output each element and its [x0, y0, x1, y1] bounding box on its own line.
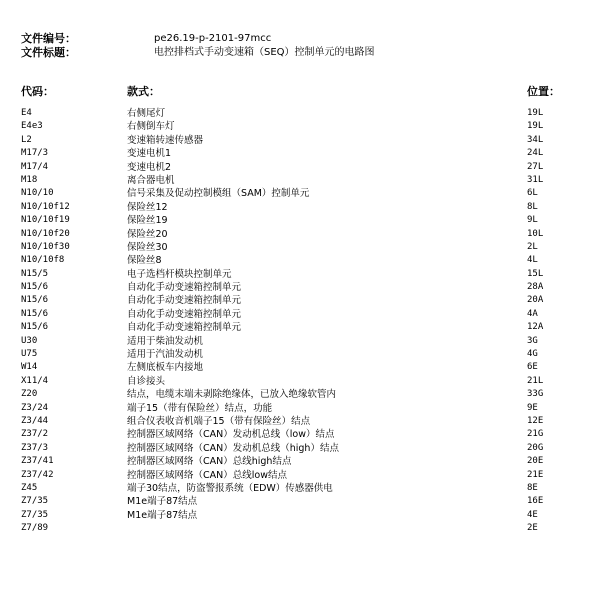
component-description: 保险丝8: [127, 255, 162, 267]
component-code: U75: [21, 349, 38, 360]
component-description: 端子15（带有保险丝）结点，功能: [127, 402, 273, 414]
table-row: [0, 254, 607, 267]
component-position: 16E: [527, 496, 544, 507]
component-description: 端子30结点，防盗警报系统（EDW）传感器供电: [127, 482, 333, 494]
component-code: N15/6: [21, 308, 49, 319]
table-row: [0, 134, 607, 147]
column-header-position: 位置：: [527, 85, 560, 98]
component-position: 15L: [527, 268, 544, 279]
component-position: 2E: [527, 523, 538, 534]
component-position: 4G: [527, 349, 538, 360]
component-description: 适用于汽油发动机: [127, 349, 204, 361]
component-description: 变速电机1: [127, 148, 172, 160]
component-position: 8E: [527, 482, 538, 493]
component-position: 3G: [527, 335, 538, 346]
component-code: N15/6: [21, 295, 49, 306]
component-code: Z3/44: [21, 415, 49, 426]
component-position: 24L: [527, 148, 544, 159]
component-description: 右侧尾灯: [127, 108, 166, 119]
component-description: M1e端子87结点: [127, 509, 198, 521]
table-row: [0, 375, 607, 388]
component-code: X11/4: [21, 375, 49, 386]
table-row: [0, 361, 607, 374]
table-row: [0, 187, 607, 200]
component-position: 28A: [527, 282, 544, 293]
component-code: M18: [21, 174, 38, 185]
component-position: 2L: [527, 241, 538, 252]
component-position: 34L: [527, 134, 544, 145]
table-row: [0, 428, 607, 441]
component-code: Z37/41: [21, 456, 54, 467]
component-code: Z3/24: [21, 402, 49, 413]
component-description: 电子选档杆模块控制单元: [127, 268, 232, 280]
table-row: [0, 402, 607, 415]
component-description: 结点，电缆末端未剥除绝缘体，已放入绝缘软管内: [127, 389, 337, 401]
table-row: [0, 107, 607, 120]
table-row: [0, 241, 607, 254]
doc-title-value: 电控排档式手动变速箱（SEQ）控制单元的电路图: [154, 47, 375, 58]
component-position: 4L: [527, 255, 538, 266]
component-position: 21L: [527, 375, 544, 386]
component-position: 9L: [527, 215, 538, 226]
component-code: Z7/89: [21, 523, 49, 534]
component-code: E4e3: [21, 121, 43, 132]
component-description: M1e端子87结点: [127, 496, 198, 508]
table-row: [0, 482, 607, 495]
table-row: [0, 174, 607, 187]
doc-number-value: pe26.19-p-2101-97mcc: [154, 33, 272, 44]
component-position: 19L: [527, 108, 544, 118]
component-description: 自动化手动变速箱控制单元: [127, 308, 242, 320]
component-description: 保险丝19: [127, 215, 168, 227]
component-description: 变速电机2: [127, 161, 172, 173]
component-code: N15/5: [21, 268, 49, 279]
table-row: [0, 214, 607, 227]
table-row: [0, 509, 607, 522]
component-code: N10/10f20: [21, 228, 70, 239]
table-row: [0, 495, 607, 508]
column-header-description: 款式：: [127, 85, 160, 98]
component-description: 自动化手动变速箱控制单元: [127, 282, 242, 294]
component-position: 20G: [527, 442, 544, 453]
component-description: 组合仪表收音机端子15（带有保险丝）结点: [127, 415, 311, 427]
component-code: N10/10f12: [21, 201, 70, 212]
table-row: [0, 294, 607, 307]
component-description: 左侧底板车内接地: [127, 362, 204, 374]
table-row: [0, 335, 607, 348]
component-code: Z37/3: [21, 442, 49, 453]
table-row: [0, 415, 607, 428]
table-row: [0, 161, 607, 174]
component-description: 自动化手动变速箱控制单元: [127, 322, 242, 334]
table-row: [0, 455, 607, 468]
component-position: 27L: [527, 161, 544, 172]
table-row: [0, 120, 607, 133]
component-position: 20E: [527, 456, 544, 467]
component-code: Z7/35: [21, 496, 49, 507]
component-description: 变速箱转速传感器: [127, 134, 204, 146]
column-header-code: 代码：: [21, 85, 54, 98]
component-code: N10/10f19: [21, 215, 70, 226]
component-code: U30: [21, 335, 38, 346]
component-code: E4: [21, 108, 32, 118]
component-code: N10/10f30: [21, 241, 70, 252]
table-row: [0, 442, 607, 455]
component-description: 信号采集及促动控制模组（SAM）控制单元: [127, 188, 310, 200]
table-row: [0, 308, 607, 321]
component-code: M17/3: [21, 148, 49, 159]
component-list: [0, 107, 607, 536]
component-position: 19L: [527, 121, 544, 132]
component-description: 控制器区域网络（CAN）总线high结点: [127, 456, 292, 468]
component-description: 保险丝30: [127, 241, 168, 253]
component-position: 20A: [527, 295, 544, 306]
table-row: [0, 348, 607, 361]
component-code: Z45: [21, 482, 38, 493]
component-code: Z37/2: [21, 429, 49, 440]
table-row: [0, 281, 607, 294]
component-description: 离合器电机: [127, 174, 175, 186]
component-position: 4A: [527, 308, 538, 319]
component-code: Z20: [21, 389, 38, 400]
component-position: 6E: [527, 362, 538, 373]
component-description: 自动化手动变速箱控制单元: [127, 295, 242, 307]
component-code: N15/6: [21, 322, 49, 333]
component-description: 保险丝20: [127, 228, 168, 240]
table-row: [0, 522, 607, 535]
component-position: 9E: [527, 402, 538, 413]
table-row: [0, 268, 607, 281]
component-position: 12E: [527, 415, 544, 426]
component-position: 10L: [527, 228, 544, 239]
component-description: 控制器区域网络（CAN）总线low结点: [127, 469, 287, 481]
table-row: [0, 147, 607, 160]
component-code: Z37/42: [21, 469, 54, 480]
component-description: 控制器区域网络（CAN）发动机总线（low）结点: [127, 429, 335, 441]
component-description: 保险丝12: [127, 201, 168, 213]
component-code: N10/10f8: [21, 255, 65, 266]
component-position: 8L: [527, 201, 538, 212]
component-description: 适用于柴油发动机: [127, 335, 204, 347]
component-code: N10/10: [21, 188, 54, 199]
component-position: 21E: [527, 469, 544, 480]
component-position: 21G: [527, 429, 544, 440]
table-row: [0, 228, 607, 241]
component-code: M17/4: [21, 161, 49, 172]
doc-title-label: 文件标题：: [21, 46, 76, 59]
component-description: 控制器区域网络（CAN）发动机总线（high）结点: [127, 442, 339, 454]
table-row: [0, 321, 607, 334]
component-code: L2: [21, 134, 32, 145]
component-position: 6L: [527, 188, 538, 199]
component-code: Z7/35: [21, 509, 49, 520]
component-position: 33G: [527, 389, 544, 400]
table-row: [0, 201, 607, 214]
component-position: 4E: [527, 509, 538, 520]
component-position: 12A: [527, 322, 544, 333]
component-code: W14: [21, 362, 38, 373]
component-description: 自诊接头: [127, 375, 166, 387]
component-code: N15/6: [21, 282, 49, 293]
doc-number-label: 文件编号：: [21, 32, 76, 45]
component-description: 右侧倒车灯: [127, 121, 175, 133]
table-row: [0, 469, 607, 482]
table-row: [0, 388, 607, 401]
component-position: 31L: [527, 174, 544, 185]
